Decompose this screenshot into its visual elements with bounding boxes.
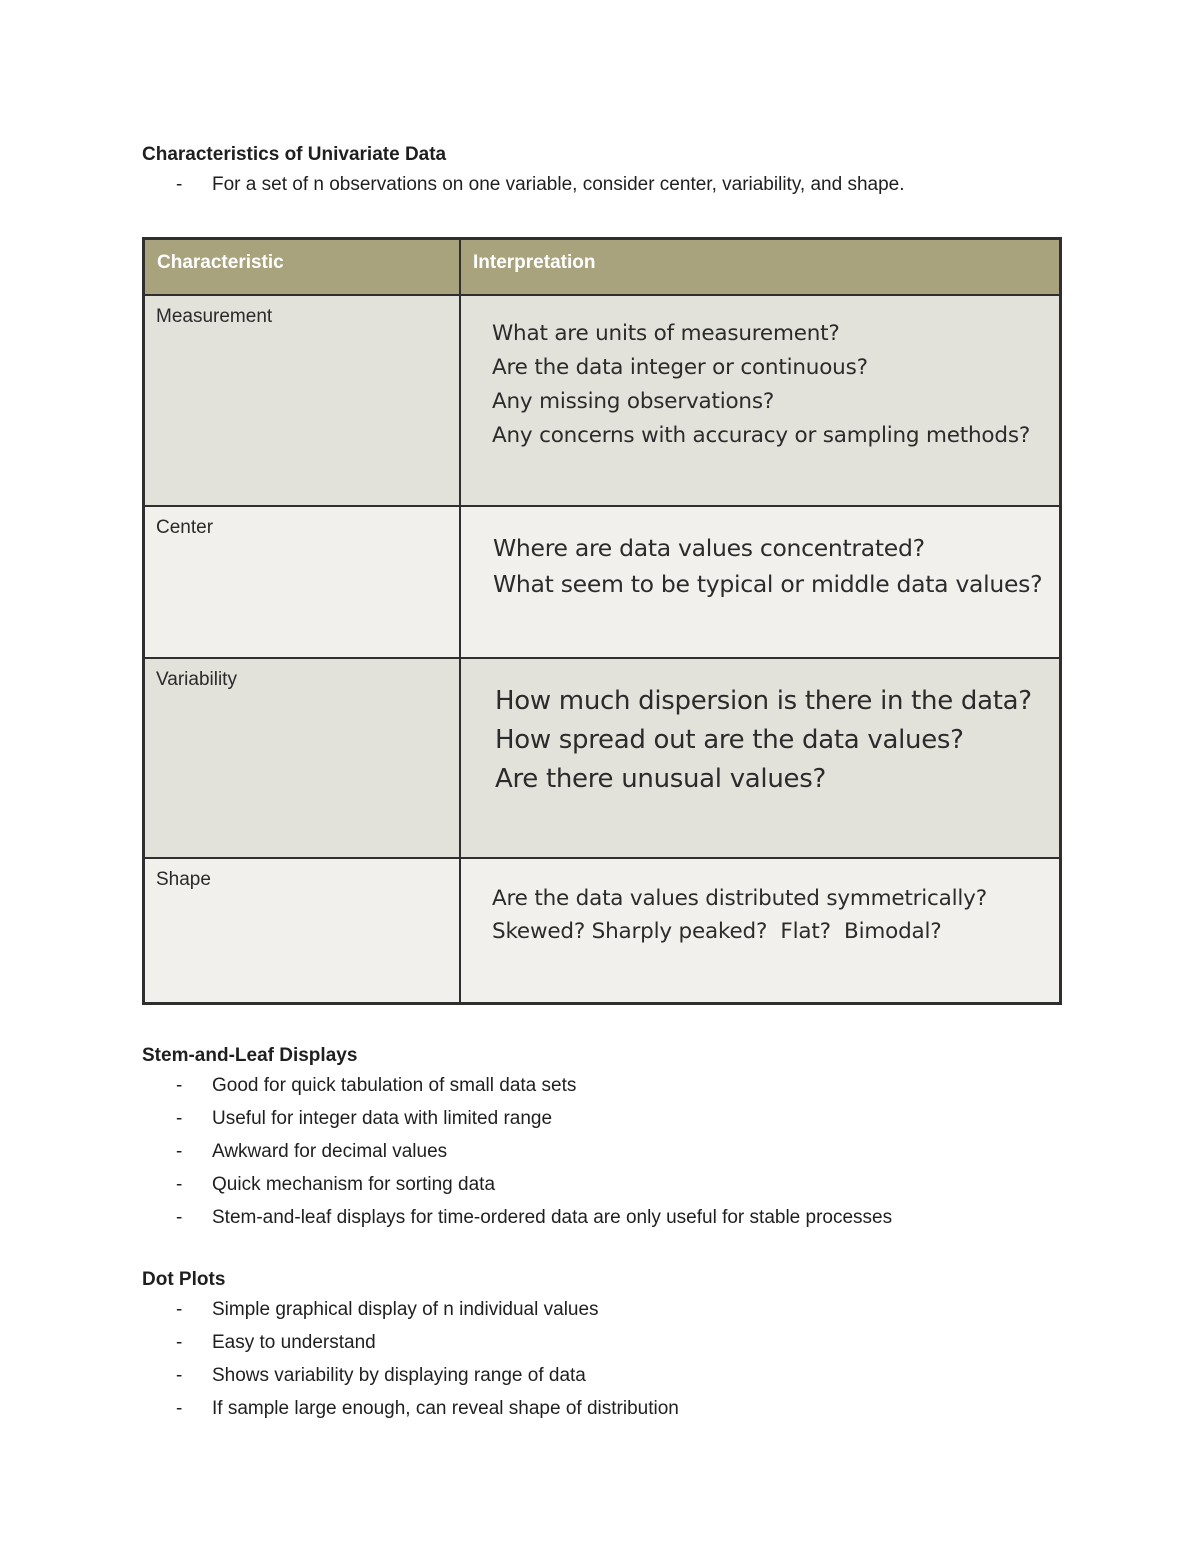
dash-bullet: - xyxy=(176,1173,183,1195)
list-item xyxy=(142,1359,1062,1392)
interpretation-line: Any missing observations? xyxy=(492,388,775,414)
characteristic-cell-measurement: Measurement xyxy=(144,295,461,506)
list-item-text: Quick mechanism for sorting data xyxy=(212,1173,496,1195)
table-row xyxy=(144,506,1061,658)
interpretation-line: Skewed? Sharply peaked? Flat? Bimodal? xyxy=(492,918,942,944)
dot-plots-bullet-list xyxy=(142,1293,1062,1425)
interpretation-line: Are the data integer or continuous? xyxy=(492,354,868,380)
section-heading-univariate: Characteristics of Univariate Data xyxy=(142,144,447,165)
interpretation-line: What are units of measurement? xyxy=(492,320,840,346)
interpretation-line: Where are data values concentrated? xyxy=(493,533,925,562)
characteristic-cell-shape: Shape xyxy=(144,858,461,1004)
list-item-text: Awkward for decimal values xyxy=(212,1140,448,1162)
table-row xyxy=(144,658,1061,858)
document-page xyxy=(142,142,1062,1425)
list-item xyxy=(142,1326,1062,1359)
dash-bullet: - xyxy=(176,1206,183,1228)
list-item-text: If sample large enough, can reveal shape of distribution xyxy=(212,1397,679,1419)
list-item xyxy=(142,1168,1062,1201)
table-row xyxy=(144,295,1061,506)
list-item-text: Simple graphical display of n individual values xyxy=(212,1298,599,1320)
column-header-interpretation: Interpretation xyxy=(460,239,1061,295)
section-heading-dot-plots: Dot Plots xyxy=(142,1268,226,1290)
dash-bullet: - xyxy=(176,1074,183,1096)
interpretation-line: How spread out are the data values? xyxy=(495,724,964,755)
list-item-text: Stem-and-leaf displays for time-ordered data are only useful for stable processes xyxy=(212,1206,893,1228)
dash-bullet: - xyxy=(176,1298,183,1320)
dash-bullet: - xyxy=(176,1397,183,1419)
section-heading-stem-and-leaf: Stem-and-Leaf Displays xyxy=(142,1044,358,1066)
list-item-text: Good for quick tabulation of small data sets xyxy=(212,1074,577,1096)
characteristic-cell-variability: Variability xyxy=(144,658,461,858)
interpretation-line: Are there unusual values? xyxy=(495,763,826,794)
list-item-text: For a set of n observations on one variable, consider center, variability, and shape. xyxy=(212,174,905,195)
list-item xyxy=(142,1392,1062,1425)
dash-bullet: - xyxy=(176,1140,183,1162)
interpretation-cell-center xyxy=(460,506,1061,658)
list-item xyxy=(142,1102,1062,1135)
univariate-bullet-list xyxy=(142,168,1062,201)
column-header-characteristic: Characteristic xyxy=(144,239,461,295)
interpretation-line: Are the data values distributed symmetrically? xyxy=(492,885,987,911)
interpretation-line: How much dispersion is there in the data? xyxy=(495,685,1032,716)
dash-bullet: - xyxy=(176,1331,183,1353)
interpretation-cell-shape xyxy=(460,858,1061,1004)
dash-bullet: - xyxy=(176,1364,183,1386)
list-item-text: Easy to understand xyxy=(212,1331,376,1353)
characteristics-table xyxy=(142,237,1062,1005)
stem-and-leaf-bullet-list xyxy=(142,1069,1062,1234)
interpretation-line: What seem to be typical or middle data values? xyxy=(493,569,1043,598)
interpretation-cell-measurement xyxy=(460,295,1061,506)
list-item xyxy=(142,1201,1062,1234)
list-item-text: Useful for integer data with limited range xyxy=(212,1107,553,1129)
dash-bullet: - xyxy=(176,174,183,195)
dash-bullet: - xyxy=(176,1107,183,1129)
table-row xyxy=(144,858,1061,1004)
list-item xyxy=(142,168,1062,201)
list-item xyxy=(142,1135,1062,1168)
characteristic-cell-center: Center xyxy=(144,506,461,658)
table-header-row xyxy=(144,239,1061,295)
list-item xyxy=(142,1293,1062,1326)
list-item xyxy=(142,1069,1062,1102)
interpretation-line: Any concerns with accuracy or sampling methods? xyxy=(492,422,1031,448)
list-item-text: Shows variability by displaying range of data xyxy=(212,1364,586,1386)
interpretation-cell-variability xyxy=(460,658,1061,858)
